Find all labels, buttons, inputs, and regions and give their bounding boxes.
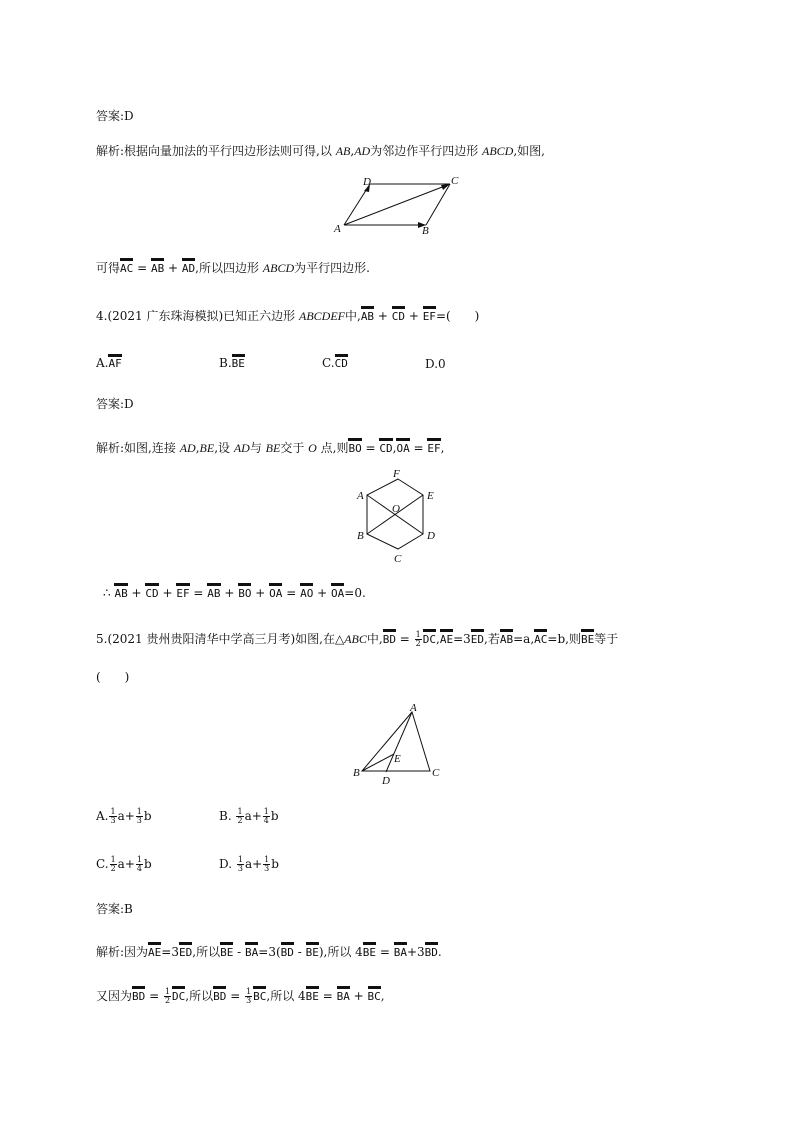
q4-answer: 答案:D xyxy=(96,397,134,411)
q4-stem: 4.(2021 广东珠海模拟)已知正六边形 ABCDEF中,AB + CD + EF=( ) xyxy=(96,306,479,325)
q5-option-d[interactable]: D. $\frac{1}{3}$ a+ $\frac{1}{3}$ b xyxy=(219,855,279,873)
hex-label-a: A xyxy=(357,490,364,502)
hex-label-c: C xyxy=(394,553,402,565)
triangle-figure xyxy=(350,700,450,790)
q5-paren: ( ) xyxy=(96,670,130,684)
hex-label-e: E xyxy=(427,490,434,502)
fig-label-a: A xyxy=(334,223,341,235)
tri-label-b: B xyxy=(353,767,360,779)
parallelogram-figure xyxy=(330,172,470,236)
hex-label-o: O xyxy=(392,503,400,515)
hex-label-d: D xyxy=(427,530,435,542)
q4-option-c[interactable]: C.CD xyxy=(322,356,348,370)
fig-label-b: B xyxy=(422,225,429,237)
q5-option-b[interactable]: B. $\frac{1}{2}$ a+ $\frac{1}{4}$ b xyxy=(219,807,279,825)
q4-analysis: 解析:如图,连接 AD,BE,设 AD与 BE交于 O 点,则BO = CD,OA = EF, xyxy=(96,438,445,457)
q5-analysis-2: 又因为BD = $\frac{1}{2}$ DC,所以BD = $\frac{1}{3}$ BC,所以 4BE = BA + BC, xyxy=(96,987,385,1005)
q3-analysis: 解析:根据向量加法的平行四边形法则可得,以 AB,AD为邻边作平行四边形 ABCD,如图, xyxy=(96,144,545,158)
hex-label-f: F xyxy=(393,468,400,480)
tri-label-d: D xyxy=(382,775,390,787)
q5-analysis-1: 解析:因为AE=3ED,所以BE - BA=3(BD - BE),所以 4BE = BA+3BD. xyxy=(96,942,442,961)
tri-label-e: E xyxy=(394,753,401,765)
q5-stem: 5.(2021 贵州贵阳清华中学高三月考)如图,在△ABC中,BD = $\frac{1}{2}$ DC,AE=3ED,若AB=a,AC=b,则BE等于 xyxy=(96,630,619,648)
hex-label-b: B xyxy=(357,530,364,542)
q4-therefore: ∴ AB + CD + EF = AB + BO + OA = AO + OA=0. xyxy=(103,583,366,602)
q4-option-d[interactable]: D.0 xyxy=(425,357,446,371)
q5-answer: 答案:B xyxy=(96,902,133,916)
tri-label-a: A xyxy=(410,702,417,714)
hexagon-figure xyxy=(355,466,445,566)
q5-option-a[interactable]: A. $\frac{1}{3}$ a+ $\frac{1}{3}$ b xyxy=(96,807,152,825)
tri-label-c: C xyxy=(432,767,440,779)
q5-option-c[interactable]: C. $\frac{1}{2}$ a+ $\frac{1}{4}$ b xyxy=(96,855,152,873)
fig-label-d: D xyxy=(363,176,371,188)
q4-option-a[interactable]: A.AF xyxy=(96,356,122,370)
fig-label-c: C xyxy=(451,175,459,187)
q3-conclusion: 可得AC = AB + AD,所以四边形 ABCD为平行四边形. xyxy=(96,258,370,277)
q4-option-b[interactable]: B.BE xyxy=(219,356,245,370)
q3-answer: 答案:D xyxy=(96,109,134,123)
